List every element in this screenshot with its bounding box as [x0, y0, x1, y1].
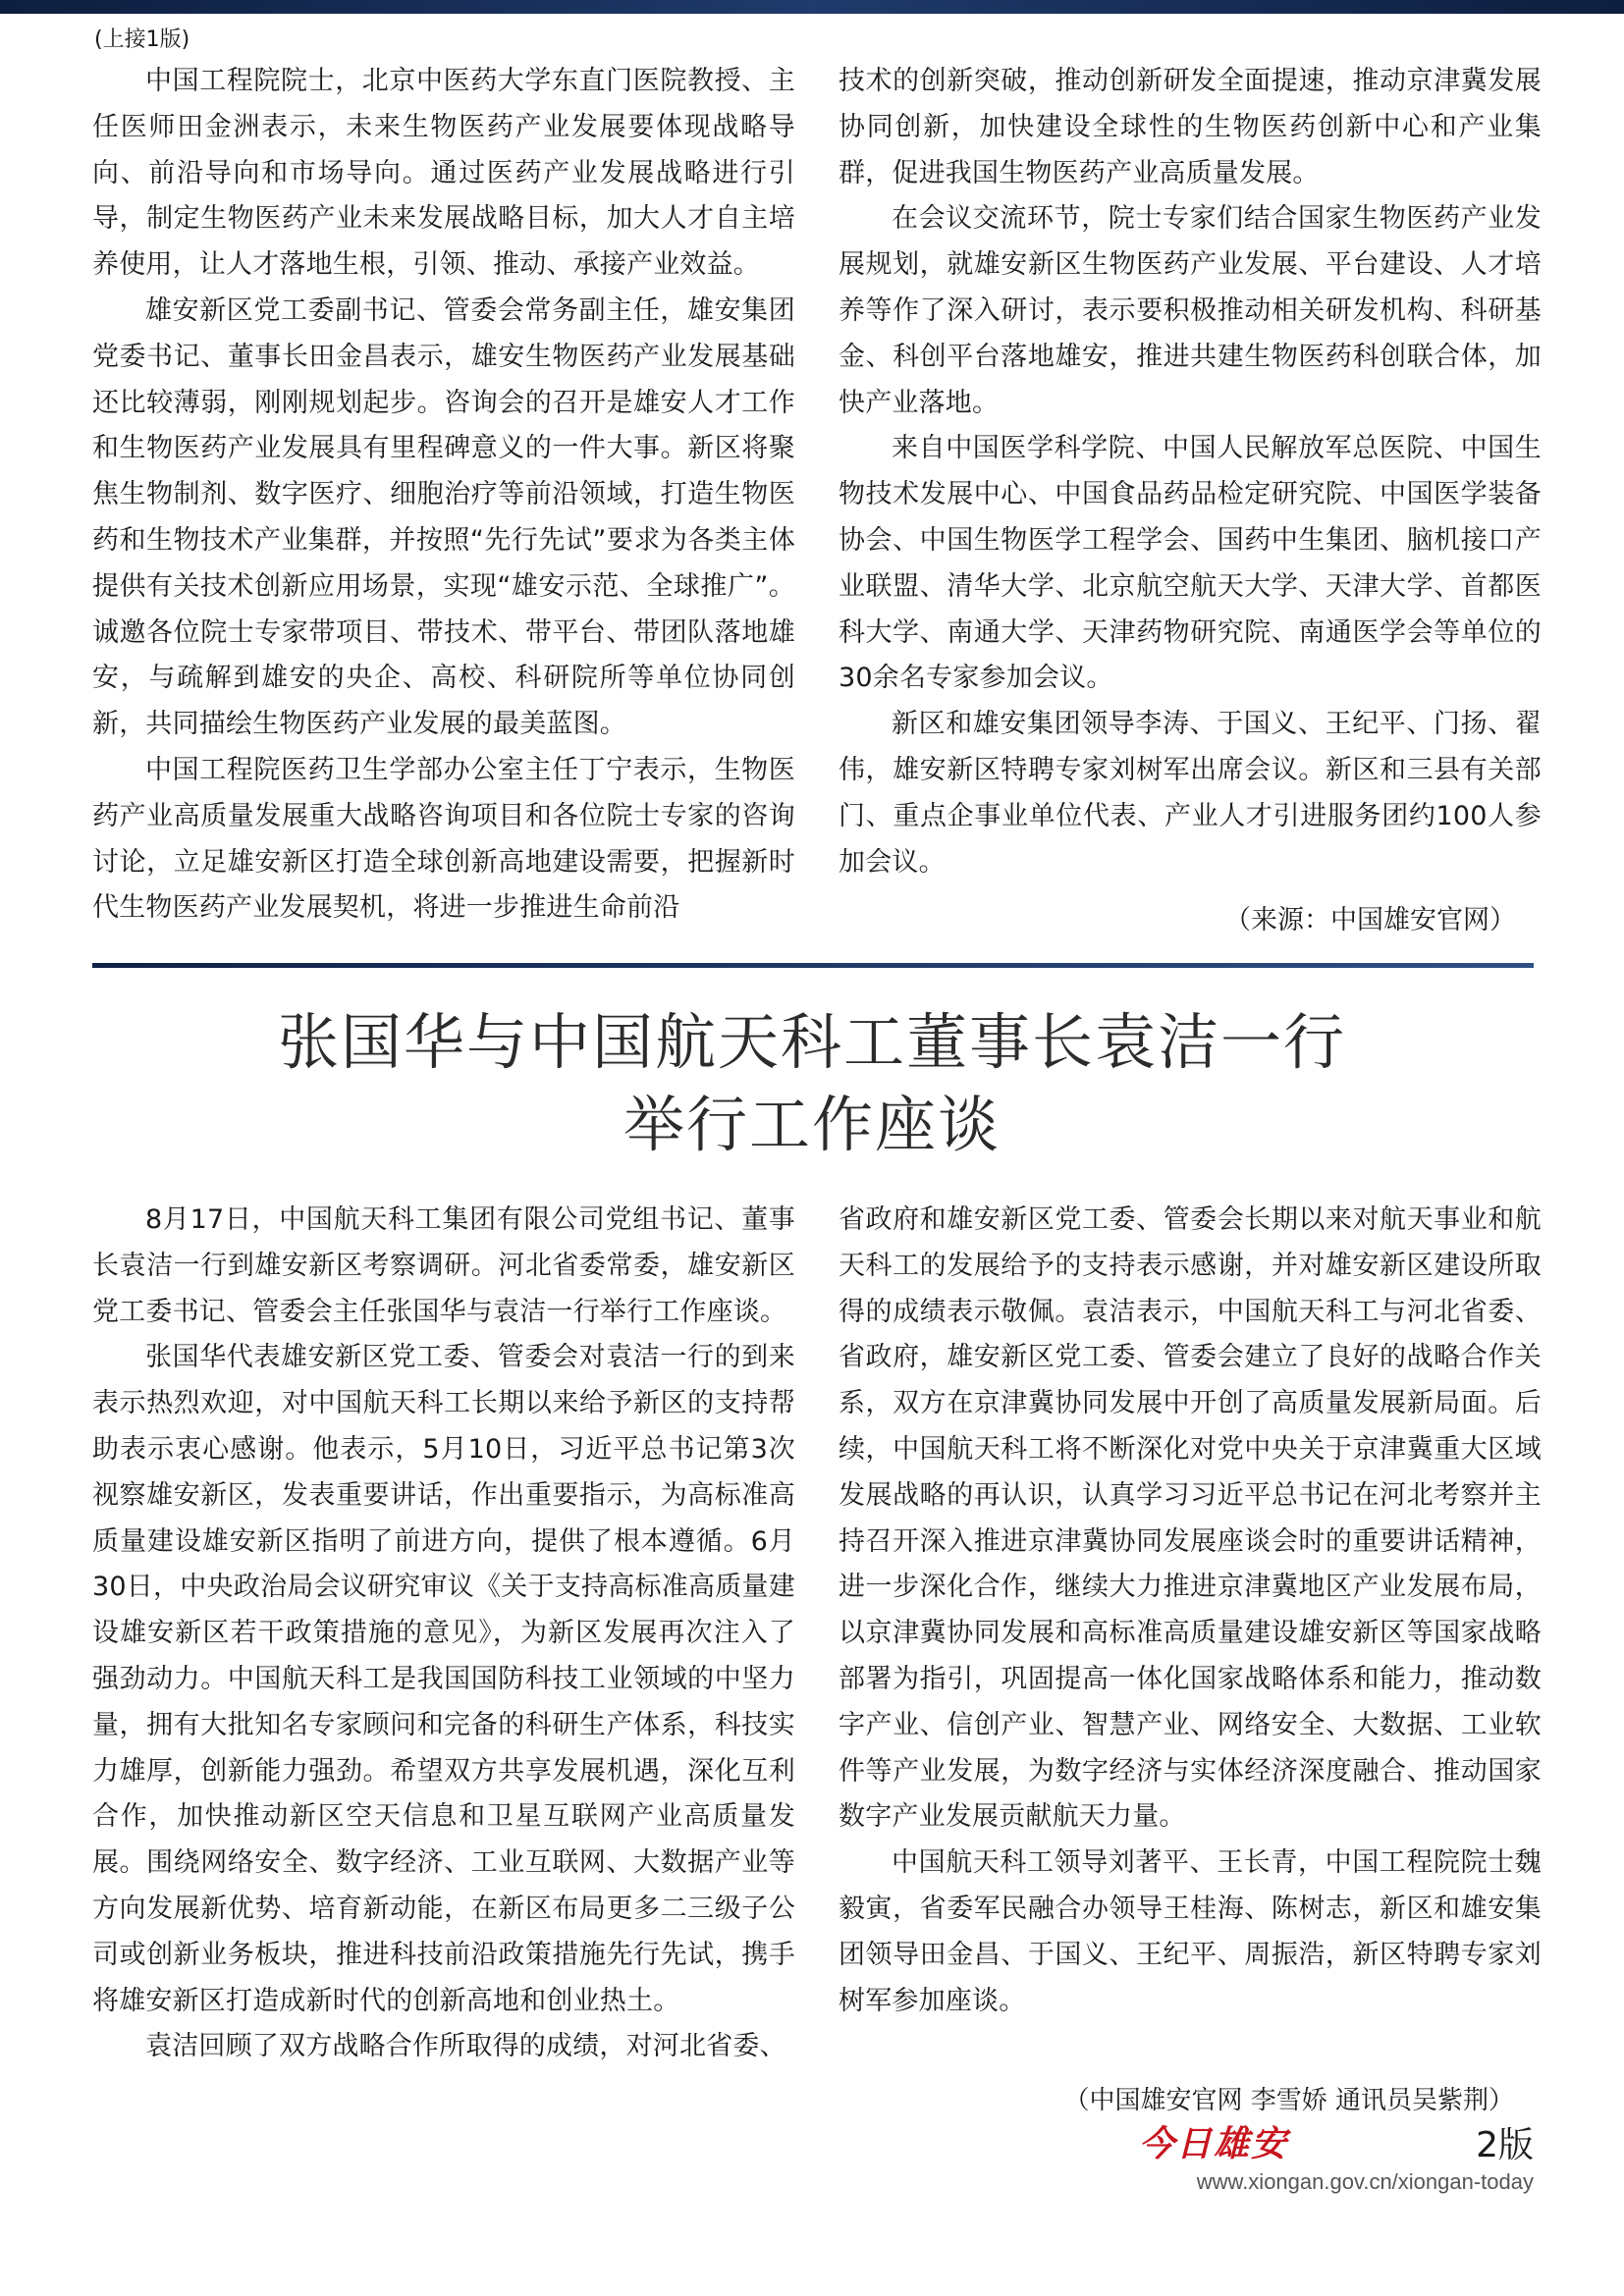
paragraph: 中国航天科工领导刘著平、王长青，中国工程院院士魏毅寅，省委军民融合办领导王桂海、陈树志，新区和雄安集团领导田金昌、于国义、王纪平、周振浩，新区特聘专家刘树军参加座谈。: [839, 1847, 1542, 2016]
paragraph: 8月17日，中国航天科工集团有限公司党组书记、董事长袁洁一行到雄安新区考察调研。河北省委常委，雄安新区党工委书记、管委会主任张国华与袁洁一行举行工作座谈。: [92, 1204, 795, 1327]
paragraph: 技术的创新突破，推动创新研发全面提速，推动京津冀发展协同创新，加快建设全球性的生物医药创新中心和产业集群，促进我国生物医药产业高质量发展。: [839, 66, 1542, 188]
section-divider: [92, 963, 1534, 968]
publication-logo: 今日雄安: [1139, 2123, 1289, 2164]
article1-source: （来源：中国雄安官网）: [1224, 905, 1516, 935]
paragraph: 在会议交流环节，院士专家们结合国家生物医药产业发展规划，就雄安新区生物医药产业发展、平台建设、人才培养等作了深入研讨，表示要积极推动相关研发机构、科研基金、科创平台落地雄安，推进共建生物医药科创联合体，加快产业落地。: [839, 203, 1542, 418]
top-color-bar: [0, 0, 1624, 14]
article1-right-column: [839, 59, 1542, 885]
headline-line-2: 举行工作座谈: [623, 1089, 1001, 1160]
article2-headline: [0, 1001, 1624, 1166]
paragraph: 张国华代表雄安新区党工委、管委会对袁洁一行的到来表示热烈欢迎，对中国航天科工长期以来给予新区的支持帮助表示衷心感谢。他表示，5月10日，习近平总书记第3次视察雄安新区，发表重要讲话，作出重要指示，为高标准高质量建设雄安新区指明了前进方向，提供了根本遵循。6月30日，中央政治局会议研究审议《关于支持高标准高质量建设雄安新区若干政策措施的意见》，为新区发展再次注入了强劲动力。中国航天科工是我国国防科技工业领域的中坚力量，拥有大批知名专家顾问和完备的科研生产体系，科技实力雄厚，创新能力强劲。希望双方共享发展机遇，深化互利合作，加快推动新区空天信息和卫星互联网产业高质量发展。围绕网络安全、数字经济、工业互联网、大数据产业等方向发展新优势、培育新动能，在新区布局更多二三级子公司或创新业务板块，推进科技前沿政策措施先行先试，携手将雄安新区打造成新时代的创新高地和创业热土。: [92, 1342, 795, 2016]
website-url: www.xiongan.gov.cn/xiongan-today: [1196, 2169, 1534, 2194]
paragraph: 雄安新区党工委副书记、管委会常务副主任，雄安集团党委书记、董事长田金昌表示，雄安生物医药产业发展基础还比较薄弱，刚刚规划起步。咨询会的召开是雄安人才工作和生物医药产业发展具有里程碑意义的一件大事。新区将聚焦生物制剂、数字医疗、细胞治疗等前沿领域，打造生物医药和生物技术产业集群，并按照“先行先试”要求为各类主体提供有关技术创新应用场景，实现“雄安示范、全球推广”。诚邀各位院士专家带项目、带技术、带平台、带团队落地雄安，与疏解到雄安的央企、高校、科研院所等单位协同创新，共同描绘生物医药产业发展的最美蓝图。: [92, 294, 795, 740]
paragraph: 来自中国医学科学院、中国人民解放军总医院、中国生物技术发展中心、中国食品药品检定研究院、中国医学装备协会、中国生物医学工程学会、国药中生集团、脑机接口产业联盟、清华大学、北京航空航天大学、天津大学、首都医科大学、南通大学、天津药物研究院、南通医学会等单位的30余名专家参加会议。: [839, 433, 1542, 694]
article1-left-column: [92, 59, 795, 932]
paragraph: 新区和雄安集团领导李涛、于国义、王纪平、门扬、翟伟，雄安新区特聘专家刘树军出席会议。新区和三县有关部门、重点企事业单位代表、产业人才引进服务团约100人参加会议。: [839, 709, 1542, 878]
paragraph: 中国工程院医药卫生学部办公室主任丁宁表示，生物医药产业高质量发展重大战略咨询项目和各位院士专家的咨询讨论，立足雄安新区打造全球创新高地建设需要，把握新时代生物医药产业发展契机，将进一步推进生命前沿: [92, 754, 795, 924]
paragraph: 袁洁回顾了双方战略合作所取得的成绩，对河北省委、: [145, 2031, 786, 2062]
paragraph: 省政府和雄安新区党工委、管委会长期以来对航天事业和航天科工的发展给予的支持表示感谢，并对雄安新区建设所取得的成绩表示敬佩。袁洁表示，中国航天科工与河北省委、省政府，雄安新区党工委、管委会建立了良好的战略合作关系，双方在京津冀协同发展中开创了高质量发展新局面。后续，中国航天科工将不断深化对党中央关于京津冀重大区域发展战略的再认识，认真学习习近平总书记在河北考察并主持召开深入推进京津冀协同发展座谈会时的重要讲话精神，进一步深化合作，继续大力推进京津冀地区产业发展布局，以京津冀协同发展和高标准高质量建设雄安新区等国家战略部署为指引，巩固提高一体化国家战略体系和能力，推动数字产业、信创产业、智慧产业、网络安全、大数据、工业软件等产业发展，为数字经济与实体经济深度融合、推动国家数字产业发展贡献航天力量。: [839, 1204, 1542, 1833]
article2-left-column: [92, 1198, 795, 2070]
page-number: 2版: [1476, 2125, 1534, 2165]
paragraph: 中国工程院院士，北京中医药大学东直门医院教授、主任医师田金洲表示，未来生物医药产业发展要体现战略导向、前沿导向和市场导向。通过医药产业发展战略进行引导，制定生物医药产业未来发展战略目标，加大人才自主培养使用，让人才落地生根，引领、推动、承接产业效益。: [92, 66, 795, 281]
continued-from-note: (上接1版): [94, 27, 190, 52]
article2-right-column: [839, 1198, 1542, 2024]
headline-line-1: 张国华与中国航天科工董事长袁洁一行: [277, 1006, 1346, 1078]
article2-credit: （中国雄安官网 李雪娇 通讯员吴紫荆）: [1063, 2086, 1514, 2115]
